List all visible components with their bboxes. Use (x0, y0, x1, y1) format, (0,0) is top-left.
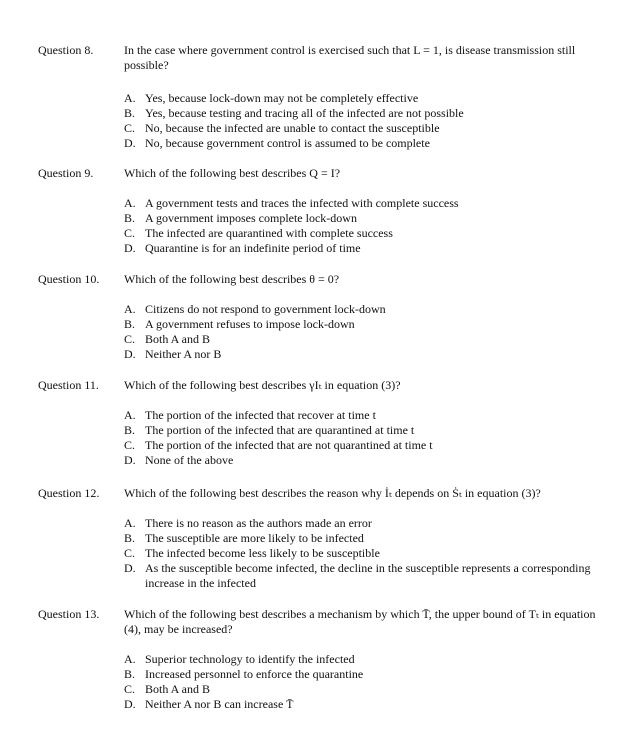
option-letter: A. (124, 196, 136, 210)
answer-option (124, 531, 604, 546)
answer-option (124, 121, 604, 136)
option-text: Superior technology to identify the infected (145, 652, 355, 666)
option-text: Increased personnel to enforce the quarantine (145, 667, 364, 681)
answer-option (124, 423, 604, 438)
option-text: Yes, because testing and tracing all of the infected are not possible (145, 106, 464, 120)
answer-option (124, 652, 604, 667)
option-text: As the susceptible become infected, the decline in the susceptible represents a corresponding increase in the infected (145, 561, 591, 590)
option-text: No, because government control is assumed to be complete (145, 136, 430, 150)
option-text: Neither A nor B can increase T̄ (145, 697, 294, 711)
option-text: A government tests and traces the infected with complete success (145, 196, 459, 210)
option-text: The susceptible are more likely to be infected (145, 531, 364, 545)
question-prompt: Which of the following best describes the reason why İₜ depends on Ṡₜ in equation (3)? (124, 486, 541, 500)
answer-option (124, 347, 604, 362)
option-text: The infected become less likely to be susceptible (145, 546, 380, 560)
answer-option (124, 302, 604, 317)
answer-options (124, 196, 604, 256)
answer-option (124, 332, 604, 347)
option-text: Both A and B (145, 332, 211, 346)
option-text: Quarantine is for an indefinite period of time (145, 241, 361, 255)
option-letter: A. (124, 652, 136, 666)
answer-option (124, 106, 604, 121)
option-letter: D. (124, 241, 136, 255)
option-letter: C. (124, 121, 136, 135)
option-text: The portion of the infected that are not quarantined at time t (145, 438, 433, 452)
question-prompt: Which of the following best describes Q = I? (124, 166, 341, 180)
option-text: Both A and B (145, 682, 211, 696)
answer-option (124, 453, 604, 468)
answer-options (124, 91, 604, 151)
option-text: Citizens do not respond to government lock-down (145, 302, 386, 316)
answer-option (124, 211, 604, 226)
option-letter: D. (124, 136, 136, 150)
answer-option (124, 682, 604, 697)
option-letter: D. (124, 561, 136, 575)
option-letter: C. (124, 682, 136, 696)
answer-option (124, 561, 604, 591)
option-letter: A. (124, 516, 136, 530)
answer-options (124, 652, 604, 712)
answer-option (124, 697, 604, 712)
answer-option (124, 91, 604, 106)
option-letter: B. (124, 106, 136, 120)
answer-options (124, 408, 604, 468)
answer-option (124, 516, 604, 531)
answer-options (124, 516, 604, 591)
answer-option (124, 241, 604, 256)
question-prompt: In the case where government control is exercised such that L = 1, is disease transmission still possible? (124, 43, 576, 72)
option-text: The portion of the infected that recover at time t (145, 408, 376, 422)
option-letter: C. (124, 332, 136, 346)
answer-option (124, 226, 604, 241)
option-text: There is no reason as the authors made an error (145, 516, 372, 530)
option-text: The portion of the infected that are quarantined at time t (145, 423, 415, 437)
answer-option (124, 136, 604, 151)
answer-option (124, 196, 604, 211)
question-prompt: Which of the following best describes γIₜ in equation (3)? (124, 378, 401, 392)
option-letter: D. (124, 347, 136, 361)
question-prompt: Which of the following best describes a mechanism by which T̄, the upper bound of Tₜ in equation (4), may be increased? (124, 607, 596, 636)
answer-option (124, 667, 604, 682)
option-text: The infected are quarantined with complete success (145, 226, 393, 240)
question-number: Question 9. (38, 166, 94, 180)
option-letter: D. (124, 697, 136, 711)
question-number: Question 10. (38, 272, 100, 286)
option-letter: B. (124, 531, 136, 545)
answer-option (124, 408, 604, 423)
option-text: None of the above (145, 453, 234, 467)
answer-option (124, 317, 604, 332)
option-letter: B. (124, 667, 136, 681)
option-text: No, because the infected are unable to contact the susceptible (145, 121, 440, 135)
answer-option (124, 546, 604, 561)
option-letter: A. (124, 302, 136, 316)
option-text: A government imposes complete lock-down (145, 211, 357, 225)
option-letter: B. (124, 211, 136, 225)
option-letter: B. (124, 317, 136, 331)
option-text: Neither A nor B (145, 347, 222, 361)
option-text: Yes, because lock-down may not be completely effective (145, 91, 419, 105)
option-letter: C. (124, 546, 136, 560)
option-text: A government refuses to impose lock-down (145, 317, 355, 331)
question-number: Question 13. (38, 607, 100, 621)
question-number: Question 12. (38, 486, 100, 500)
question-prompt: Which of the following best describes θ = 0? (124, 272, 340, 286)
option-letter: A. (124, 408, 136, 422)
answer-options (124, 302, 604, 362)
question-number: Question 11. (38, 378, 99, 392)
option-letter: A. (124, 91, 136, 105)
option-letter: C. (124, 226, 136, 240)
answer-option (124, 438, 604, 453)
option-letter: D. (124, 453, 136, 467)
option-letter: B. (124, 423, 136, 437)
option-letter: C. (124, 438, 136, 452)
question-number: Question 8. (38, 43, 94, 57)
